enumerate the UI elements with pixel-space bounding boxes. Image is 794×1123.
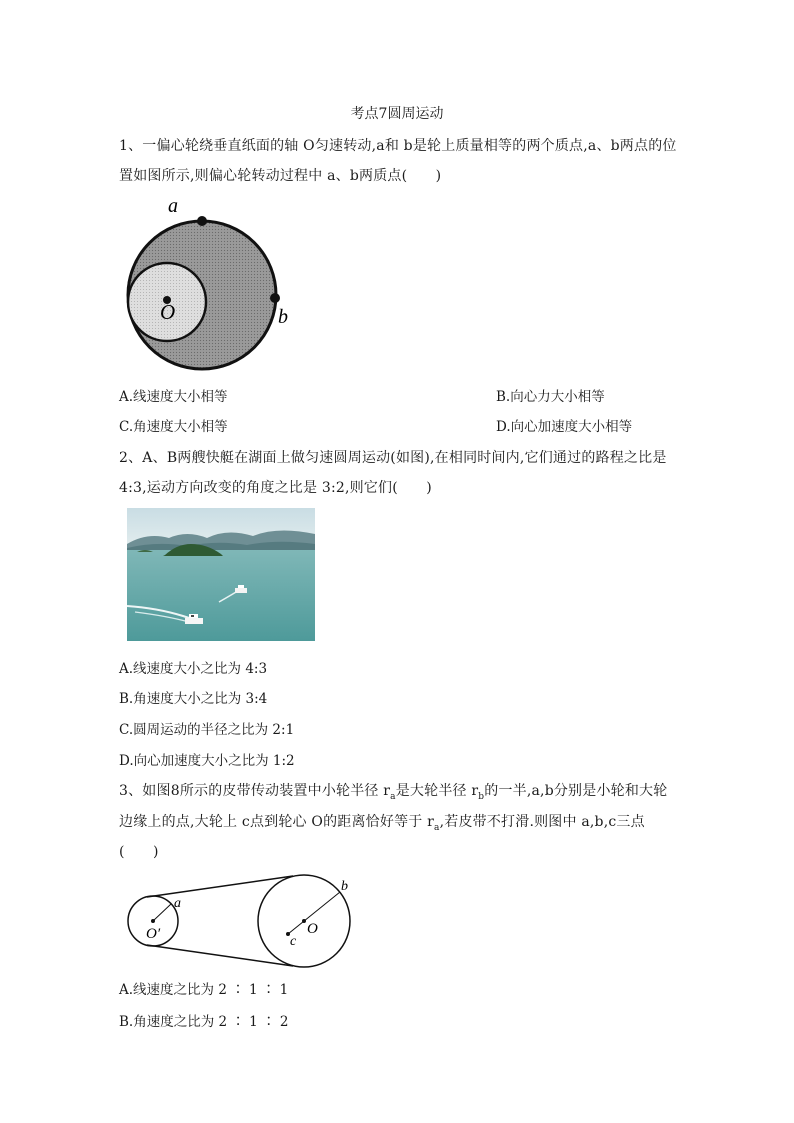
- q3-label-O-prime: O′: [146, 926, 161, 942]
- q3-stem-line1: 3、如图8所示的皮带传动装置中小轮半径 $r_a$是大轮半径 $r_b$的一半,a,b分别是小轮和大轮: [119, 783, 668, 802]
- q3-stem-line3: ( ): [119, 844, 159, 860]
- q3-belt-top: [147, 876, 293, 897]
- q3-belt-drive-figure: [120, 872, 360, 972]
- q1-label-a: a: [168, 195, 178, 217]
- q3-option-a: A.线速度之比为 2 ∶ 1 ∶ 1: [119, 982, 289, 998]
- q3-center-O: [302, 919, 306, 923]
- q1-stem-line1: 1、一偏心轮绕垂直纸面的轴 O匀速转动,a和 b是轮上质量相等的两个质点,a、b两点的位: [119, 138, 677, 154]
- q3-label-O: O: [307, 921, 318, 937]
- q2-option-b: B.角速度大小之比为 3:4: [119, 691, 268, 707]
- q2-stem-line1: 2、A、B两艘快艇在湖面上做匀速圆周运动(如图),在相同时间内,它们通过的路程之比是: [119, 450, 667, 466]
- q3-center-O-prime: [151, 919, 155, 923]
- q1-label-b: b: [278, 306, 288, 328]
- q1-label-O: O: [160, 300, 176, 324]
- q1-point-b: [270, 293, 280, 303]
- q3-belt-bottom: [147, 945, 293, 966]
- q3-label-a: a: [174, 896, 181, 911]
- q1-stem-line2: 置如图所示,则偏心轮转动过程中 a、b两质点( ): [119, 168, 442, 184]
- q2-stem-line2: 4:3,运动方向改变的角度之比是 3:2,则它们( ): [119, 480, 432, 496]
- q3-label-b: b: [341, 879, 348, 894]
- q1-option-d: D.向心加速度大小相等: [496, 419, 633, 435]
- q3-stem-line2: 边缘上的点,大轮上 c点到轮心 O的距离恰好等于 $r_a$,若皮带不打滑.则图中 a,b,c三点: [119, 814, 645, 833]
- q3-label-c: c: [290, 934, 297, 949]
- q3-option-b: B.角速度之比为 2 ∶ 1 ∶ 2: [119, 1014, 289, 1030]
- q1-option-a: A.线速度大小相等: [119, 389, 228, 405]
- q1-point-a: [197, 216, 207, 226]
- q1-option-c: C.角速度大小相等: [119, 419, 228, 435]
- q2-option-a: A.线速度大小之比为 4:3: [119, 661, 268, 677]
- page-title: 考点7圆周运动: [350, 106, 444, 122]
- q2-option-c: C.圆周运动的半径之比为 2:1: [119, 722, 295, 738]
- q1-eccentric-wheel-figure: [118, 192, 298, 372]
- q2-option-d: D.向心加速度大小之比为 1:2: [119, 753, 295, 769]
- q2-lake-boats-photo: [127, 508, 315, 641]
- q3-small-radius: [153, 904, 171, 921]
- q1-option-b: B.向心力大小相等: [496, 389, 605, 405]
